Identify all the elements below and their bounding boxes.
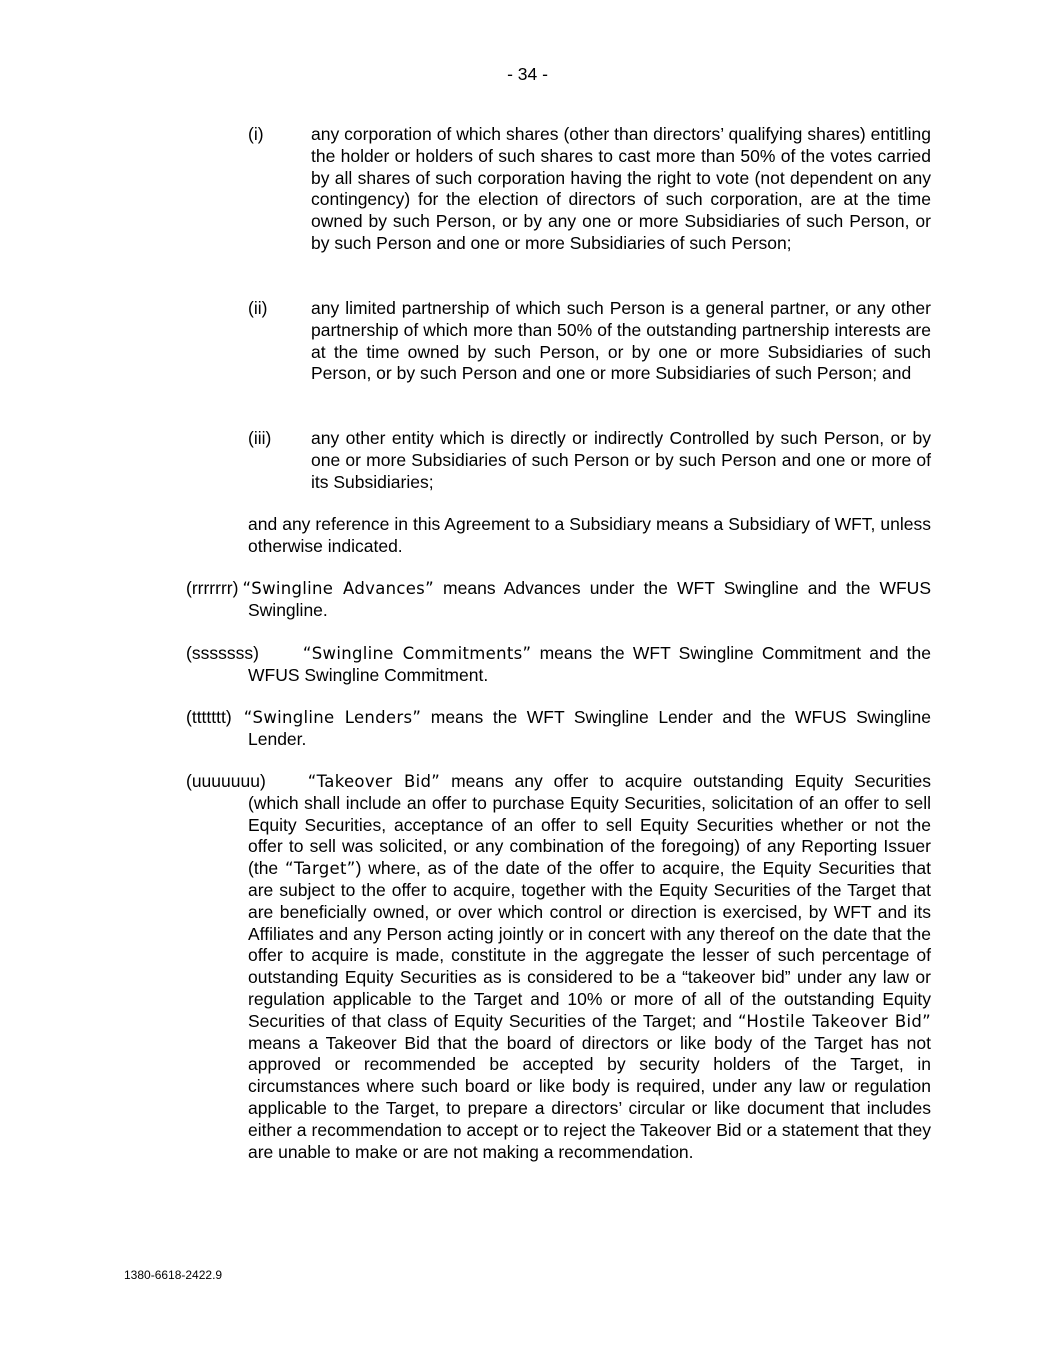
definition-takeover-bid: [186, 771, 931, 1163]
definition-label: (rrrrrrr): [186, 578, 239, 598]
subitem-i: [248, 124, 931, 255]
subitem-text: any corporation of which shares (other than directors’ qualifying shares) entitling the holder or holders of such shares to cast more than 50% of the votes carried by all shares of such corporation having the right to vote (not dependent on any contingency) for the election of directors of such corporation, are at the time owned by such Person, or by any one or more Subsidiaries of such Person, or by such Person and one or more Subsidiaries of such Person;: [311, 124, 931, 253]
definition-text: ) where, as of the date of the offer to acquire, the Equity Securities that are subject to the offer to acquire, together with the Equity Securities of the Target that are beneficially owned, or over which control or direction is exercised, by WFT and its Affiliates and any Person acting jointly or in concert with any thereof on the date that the offer to acquire is made, constitute in the aggregate the lesser of such percentage of outstanding Equity Securities as is considered to be a “takeover bid” under any law or regulation applicable to the Target and 10% or more of all of the outstanding Equity Securities of that class of Equity Securities of the Target; and: [248, 858, 931, 1031]
subitem-iii: [248, 428, 931, 493]
subitem-label: (iii): [248, 428, 272, 448]
definition-term: “Swingline Advances”: [242, 579, 434, 598]
definition-term-target: “Target”: [285, 859, 356, 879]
page-number: - 34 -: [507, 64, 548, 84]
definition-text: means Advances under the WFT Swingline and the WFUS Swingline.: [248, 578, 931, 620]
definition-text: means the WFT Swingline Commitment and the WFUS Swingline Commitment.: [248, 643, 931, 685]
definition-swingline-advances: [186, 578, 931, 622]
definition-term: “Takeover Bid”: [307, 772, 441, 791]
definition-label: (ttttttt): [186, 707, 232, 727]
definition-label: (uuuuuuu): [186, 771, 266, 791]
definition-label: (sssssss): [186, 643, 259, 663]
definition-term-hostile-takeover-bid: “Hostile Takeover Bid”: [738, 1011, 931, 1031]
definition-term: “Swingline Commitments”: [302, 644, 532, 663]
document-id: 1380-6618-2422.9: [124, 1268, 223, 1282]
definition-swingline-lenders: [186, 707, 931, 751]
definition-text: means any offer to acquire outstanding Equity Securities (which shall include an offer to purchase Equity Securities, solicitation of an offer to sell Equity Securities, acceptance of an offer to sell Equity Securities whether or not the offer to sell was solicited, or any combination of the foregoing) of any Reporting Issuer (the: [248, 771, 931, 879]
definition-term: “Swingline Lenders”: [243, 708, 422, 727]
closing-paragraph: and any reference in this Agreement to a Subsidiary means a Subsidiary of WFT, unless otherwise indicated.: [248, 514, 931, 556]
subitem-label: (ii): [248, 298, 268, 318]
subitem-ii: [248, 298, 931, 385]
definition-swingline-commitments: [186, 643, 931, 687]
subitem-label: (i): [248, 124, 264, 144]
subitem-text: any other entity which is directly or indirectly Controlled by such Person, or by one or more Subsidiaries of such Person or by such Person and one or more of its Subsidiaries;: [311, 428, 931, 492]
definition-text: means a Takeover Bid that the board of directors or like body of the Target has not approved or recommended be accepted by security holders of the Target, in circumstances where such board or like body is required, under any law or regulation applicable to the Target, to prepare a directors’ circular or like document that includes either a recommendation to accept or to reject the Takeover Bid or a statement that they are unable to make or are not making a recommendation.: [248, 1032, 931, 1162]
subitem-text: any limited partnership of which such Person is a general partner, or any other partnership of which more than 50% of the outstanding partnership interests are at the time owned by such Person, or by one or more Subsidiaries of such Person, or by such Person and one or more Subsidiaries of such Person; and: [311, 298, 931, 384]
definition-text: means the WFT Swingline Lender and the WFUS Swingline Lender.: [248, 707, 931, 749]
